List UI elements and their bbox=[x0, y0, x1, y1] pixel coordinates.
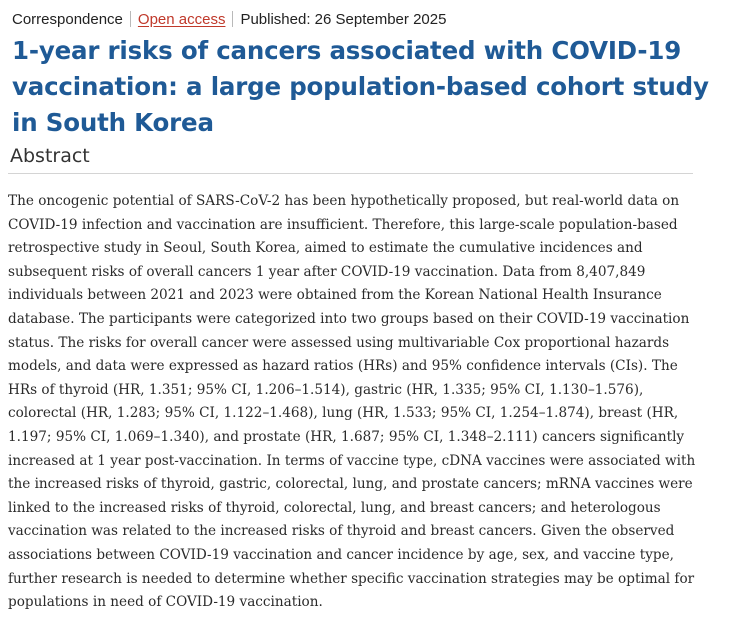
article-type-label: Correspondence bbox=[12, 11, 123, 28]
article-title: 1-year risks of cancers associated with COVID-19 vaccination: a large population-based cohort study in South Korea bbox=[12, 36, 709, 137]
meta-divider bbox=[232, 11, 233, 27]
published-date: Published: 26 September 2025 bbox=[240, 11, 447, 28]
abstract-text: The oncogenic potential of SARS-CoV-2 has been hypothetically proposed, but real-world data on COVID-19 infection and vaccination are insufficient. Therefore, this large-scale population-based retrospective study in Seoul, South Korea, aimed to estimate the cumulative incidences and subsequent risks of overall cancers 1 year after COVID-19 vaccination. Data from 8,407,849 individuals between 2021 and 2023 were obtained from the Korean National Health Insurance database. The participants were categorized into two groups based on their COVID-19 vaccination status. The risks for overall cancer were assessed using multivariable Cox proportional hazards models, and data were expressed as hazard ratios (HRs) and 95% confidence intervals (CIs). The HRs of thyroid (HR, 1.351; 95% CI, 1.206–1.514), gastric (HR, 1.335; 95% CI, 1.130–1.576), colorectal (HR, 1.283; 95% CI, 1.122–1.468), lung (HR, 1.533; 95% CI, 1.254–1.874), breast (HR, 1.197; 95% CI, 1.069–1.340), and prostate (HR, 1.687; 95% CI, 1.348–2.111) cancers significantly increased at 1 year post-vaccination. In terms of vaccine type, cDNA vaccines were associated with the increased risks of thyroid, gastric, colorectal, lung, and prostate cancers; mRNA vaccines were linked to the increased risks of thyroid, colorectal, lung, and breast cancers; and heterologous vaccination was related to the increased risks of thyroid and breast cancers. Given the observed associations between COVID-19 vaccination and cancer incidence by age, sex, and vaccine type, further research is needed to determine whether specific vaccination strategies may be optimal for populations in need of COVID-19 vaccination. bbox=[8, 193, 696, 611]
abstract-section-header bbox=[8, 141, 693, 174]
abstract-heading: Abstract bbox=[10, 145, 90, 167]
meta-divider bbox=[130, 11, 131, 27]
open-access-link[interactable]: Open access bbox=[137, 11, 226, 28]
article-meta-bar bbox=[12, 10, 446, 30]
